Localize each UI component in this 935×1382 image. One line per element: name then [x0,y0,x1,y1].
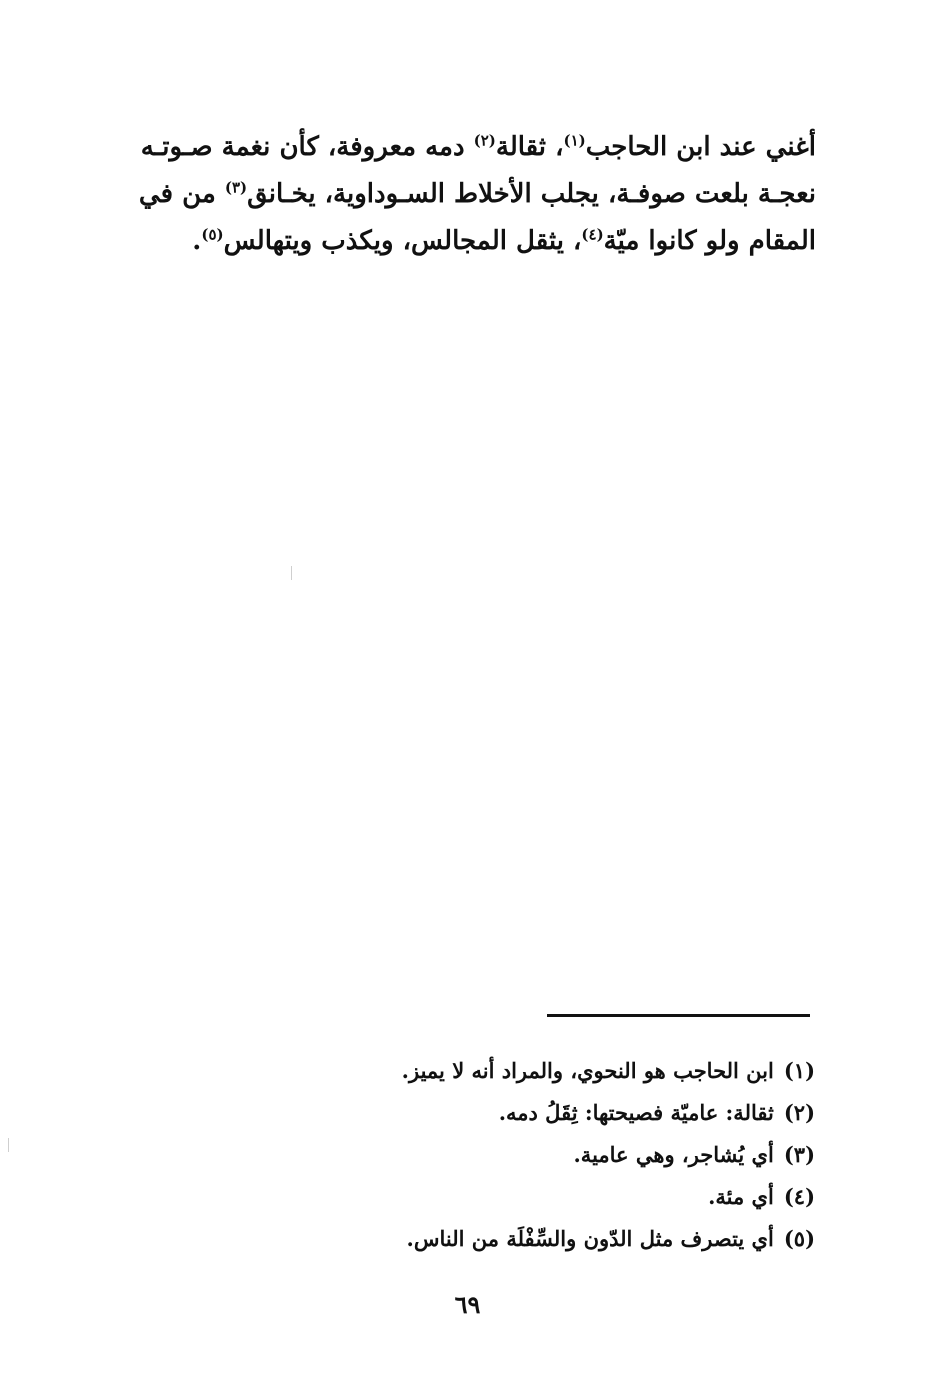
footnote-number: (٥) [783,1226,815,1251]
footnote-text: أي مئة. [708,1184,774,1209]
footnote-number: (٤) [783,1184,815,1209]
footnote-marker: (٣) [224,178,248,197]
body-text-run: نعجـة بلعت صوفـة، يجلب الأخلاط السـوداوية، يخـانق [247,179,816,209]
body-text-run: ، يثقل المجالس، ويكذب ويتهالس [223,226,582,256]
body-line [128,218,816,265]
footnote-item [215,1092,815,1134]
footnote-item [215,1176,815,1218]
footnote-number: (٣) [783,1142,815,1167]
footnote-item [215,1218,815,1260]
footnote-marker: (٢) [473,131,496,150]
page-number: ٦٩ [454,1290,481,1319]
body-text-run: أغني عند ابن الحاجب [585,132,816,162]
footnote-item [215,1050,815,1092]
footnote-number: (١) [783,1058,815,1083]
body-text-run: . [192,226,202,256]
body-line [128,124,816,171]
body-text-run: ، ثقالة [495,132,564,162]
body-text-run: المقام ولو كانوا ميّة [603,226,816,256]
scan-artifact [8,1138,9,1152]
footnote-marker: (١) [563,131,586,150]
footnote-text: ثقالة: عاميّة فصيحتها: ثِقَلُ دمه. [498,1100,774,1125]
footnote-text: أي يُشاجر، وهي عامية. [573,1142,774,1167]
footnote-number: (٢) [783,1100,815,1125]
footnote-marker: (٥) [201,225,224,244]
scan-artifact [291,566,292,580]
body-paragraph [128,124,816,265]
footnote-text: أي يتصرف مثل الدّون والسِّفْلَة من الناس. [406,1226,774,1251]
footnote-marker: (٤) [581,225,604,244]
footnotes [215,1050,815,1260]
body-text-run: من في [138,179,225,209]
footnote-text: ابن الحاجب هو النحوي، والمراد أنه لا يميز. [401,1058,774,1083]
body-line [128,171,816,218]
body-text-run: دمه معروفة، كأن نغمة صـوتـه [140,132,474,162]
footnote-item [215,1134,815,1176]
footnote-separator [547,1014,810,1017]
